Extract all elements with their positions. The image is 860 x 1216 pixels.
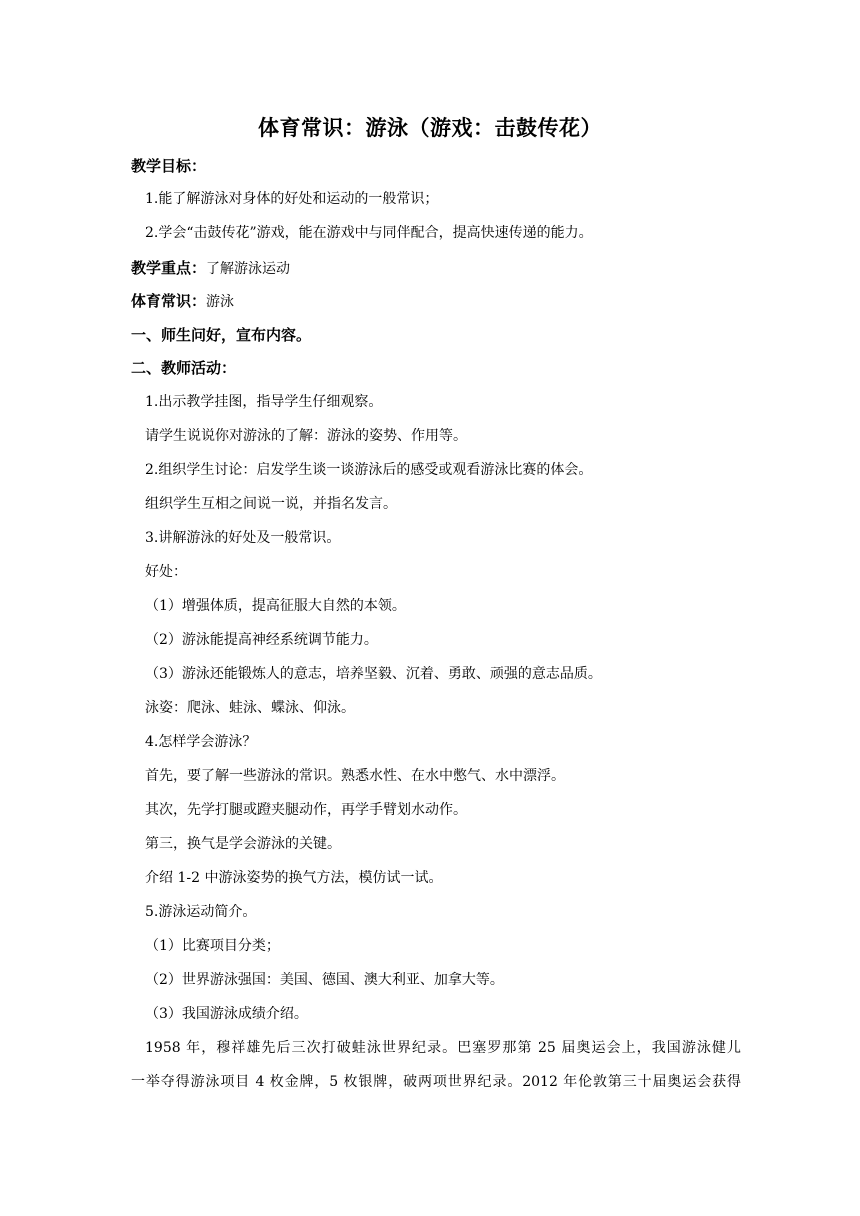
goal-2: 2.学会“击鼓传花”游戏，能在游戏中与同伴配合，提高快速传递的能力。 <box>145 225 593 241</box>
list-item: （1）增强体质，提高征服大自然的本领。 <box>145 598 406 614</box>
focus-label: 教学重点： <box>131 259 207 277</box>
list-item: （1）比赛项目分类； <box>145 938 280 954</box>
paragraph: 介绍 1-2 中游泳姿势的换气方法，模仿试一试。 <box>145 870 443 886</box>
section-1-heading: 一、师生问好，宣布内容。 <box>131 326 312 344</box>
paragraph-line: 一举夺得游泳项目 4 枚金牌，5 枚银牌，破两项世界纪录。2012 年伦敦第三十届奥运会获得 <box>131 1074 741 1090</box>
list-item: （2）游泳能提高神经系统调节能力。 <box>145 632 378 648</box>
paragraph: 组织学生互相之间说一说，并指名发言。 <box>145 496 397 512</box>
paragraph: 2.组织学生讨论：启发学生谈一谈游泳后的感受或观看游泳比赛的体会。 <box>145 462 593 478</box>
section-2-heading: 二、教师活动： <box>131 359 237 377</box>
paragraph: 4.怎样学会游泳？ <box>145 734 257 750</box>
knowledge-label: 体育常识： <box>131 292 207 310</box>
paragraph: 首先，要了解一些游泳的常识。熟悉水性、在水中憋气、水中漂浮。 <box>145 768 565 784</box>
knowledge-line <box>131 290 741 313</box>
list-item: （3）我国游泳成绩介绍。 <box>145 1006 308 1022</box>
focus-line <box>131 257 741 280</box>
paragraph: 第三，换气是学会游泳的关键。 <box>145 836 341 852</box>
knowledge-value: 游泳 <box>206 294 235 310</box>
paragraph: 3.讲解游泳的好处及一般常识。 <box>145 530 341 546</box>
paragraph: 请学生说说你对游泳的了解：游泳的姿势、作用等。 <box>145 428 467 444</box>
focus-value: 了解游泳运动 <box>206 261 291 277</box>
goal-1: 1.能了解游泳对身体的好处和运动的一般常识； <box>145 191 439 207</box>
paragraph: 1.出示教学挂图，指导学生仔细观察。 <box>145 394 383 410</box>
document-title: 体育常识：游泳（游戏：击鼓传花） <box>258 116 602 140</box>
paragraph: 5.游泳运动简介。 <box>145 904 257 920</box>
paragraph: 泳姿：爬泳、蛙泳、蝶泳、仰泳。 <box>145 700 355 716</box>
goals-heading: 教学目标： <box>131 157 207 175</box>
paragraph: 好处： <box>145 564 187 580</box>
list-item: （2）世界游泳强国：美国、德国、澳大利亚、加拿大等。 <box>145 972 504 988</box>
paragraph-line: 1958 年，穆祥雄先后三次打破蛙泳世界纪录。巴塞罗那第 25 届奥运会上，我国游泳健儿 <box>145 1040 741 1056</box>
list-item: （3）游泳还能锻炼人的意志，培养坚毅、沉着、勇敢、顽强的意志品质。 <box>145 666 602 682</box>
paragraph: 其次，先学打腿或蹬夹腿动作，再学手臂划水动作。 <box>145 802 467 818</box>
